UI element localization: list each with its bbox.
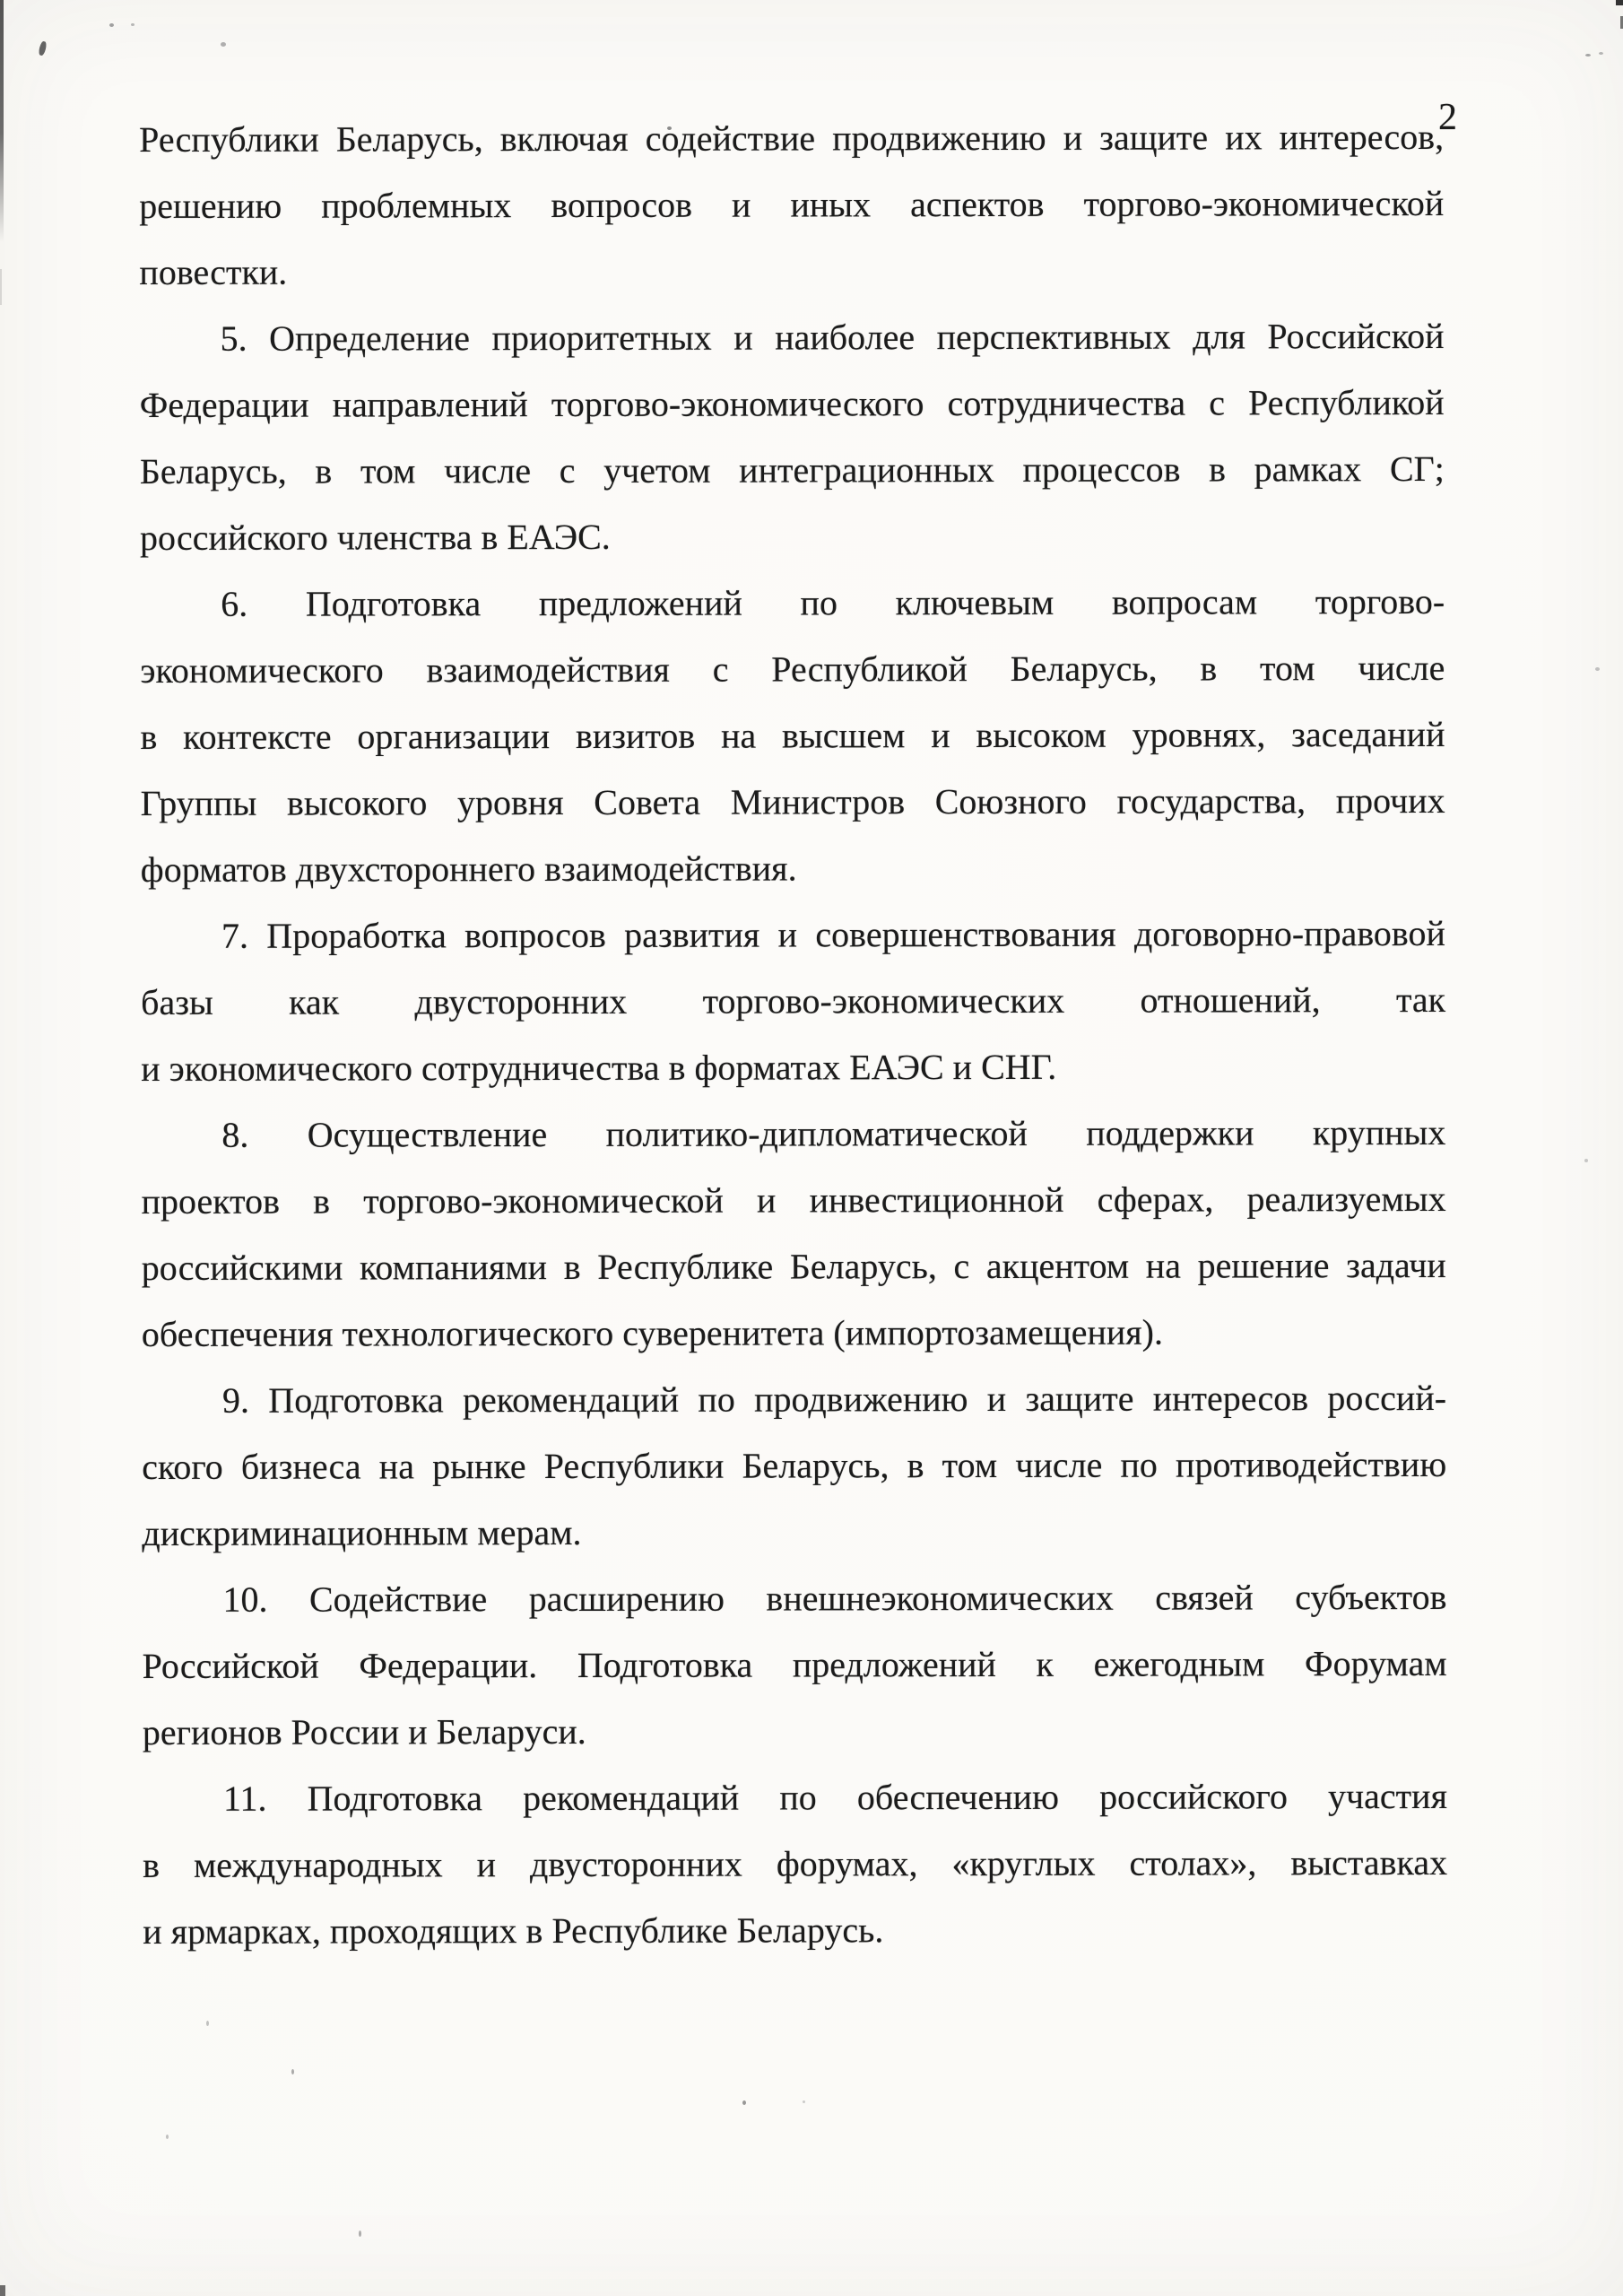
scan-speck [742,2100,746,2105]
scan-speck [291,2069,294,2074]
text-line: 8. Осуществление политико-дипломатической поддержки крупных [221,1111,1446,1155]
text-line: 9. Подготовка рекомендаций по продвижению и защите интересов россий- [221,1377,1447,1421]
text-line: обеспечения технологического суверенитета (импортозамещения). [141,1311,1164,1354]
text-line: регионов России и Беларуси. [142,1710,586,1752]
text-line: в контексте организации визитов на высшем и высоком уровнях, заседаний [140,713,1445,757]
scan-speck [221,42,226,47]
scan-edge-mark [0,269,2,305]
scan-speck [1599,52,1603,55]
text-line: 7. Проработка вопросов развития и совершенствования договорно-правовой [221,912,1445,956]
scan-speck [803,2100,805,2103]
text-line: экономического взаимодействия с Республикой Беларусь, в том числе [140,647,1445,691]
text-line: 11. Подготовка рекомендаций по обеспечению российского участия [222,1775,1447,1819]
text-line: проектов в торгово-экономической и инвестиционной сферах, реализуемых [141,1178,1446,1222]
text-line: Федерации направлений торгово-экономического сотрудничества с Республикой [139,381,1445,425]
text-line: ского бизнеса на рынке Республики Беларусь, в том числе по противодействию [142,1443,1447,1487]
text-line: Беларусь, в том числе с учетом интеграционных процессов в рамках СГ; [139,448,1445,491]
document-body [139,104,1447,1965]
text-line: базы как двусторонних торгово-экономических отношений, так [141,978,1446,1022]
text-line: и экономического сотрудничества в форматах ЕАЭС и СНГ. [141,1046,1057,1089]
text-line: Республики Беларусь, включая содействие продвижению и защите их интересов, [139,116,1445,160]
text-line: Российской Федерации. Подготовка предложений к ежегодным Форумам [142,1642,1447,1686]
text-line: 6. Подготовка предложений по ключевым вопросам торгово- [221,580,1445,624]
scan-speck [109,23,114,27]
scan-speck [131,23,135,26]
scan-speck [206,2021,209,2026]
text-line: форматов двухстороннего взаимодействия. [140,848,797,890]
scan-speck [38,40,48,56]
text-line: 5. Определение приоритетных и наиболее перспективных для Российской [220,315,1445,359]
text-line: решению проблемных вопросов и иных аспектов торгово-экономической [139,182,1445,226]
text-line: 10. Содействие расширению внешнеэкономических связей субъектов [222,1576,1447,1620]
page-number: 2 [1438,97,1457,138]
scan-edge-mark [0,0,4,242]
text-line: российского членства в ЕАЭС. [139,516,611,558]
scan-speck [166,2135,169,2139]
scan-speck [359,2231,361,2237]
scan-speck [1584,1159,1588,1162]
scan-speck [1595,667,1600,671]
scan-corner-mark [1616,0,1623,5]
text-line: Группы высокого уровня Совета Министров Союзного государства, прочих [140,779,1445,823]
text-line: российскими компаниями в Республике Беларусь, с акцентом на решение задачи [141,1244,1446,1288]
scan-speck [1585,54,1591,57]
text-line: в международных и двусторонних форумах, «круглых столах», выставках [143,1841,1448,1885]
text-line: и ярмарках, проходящих в Республике Беларусь. [143,1909,884,1952]
text-line: дискриминационным мерам. [142,1511,582,1553]
scan-corner-mark [0,2285,5,2296]
text-line: повестки. [139,251,288,292]
